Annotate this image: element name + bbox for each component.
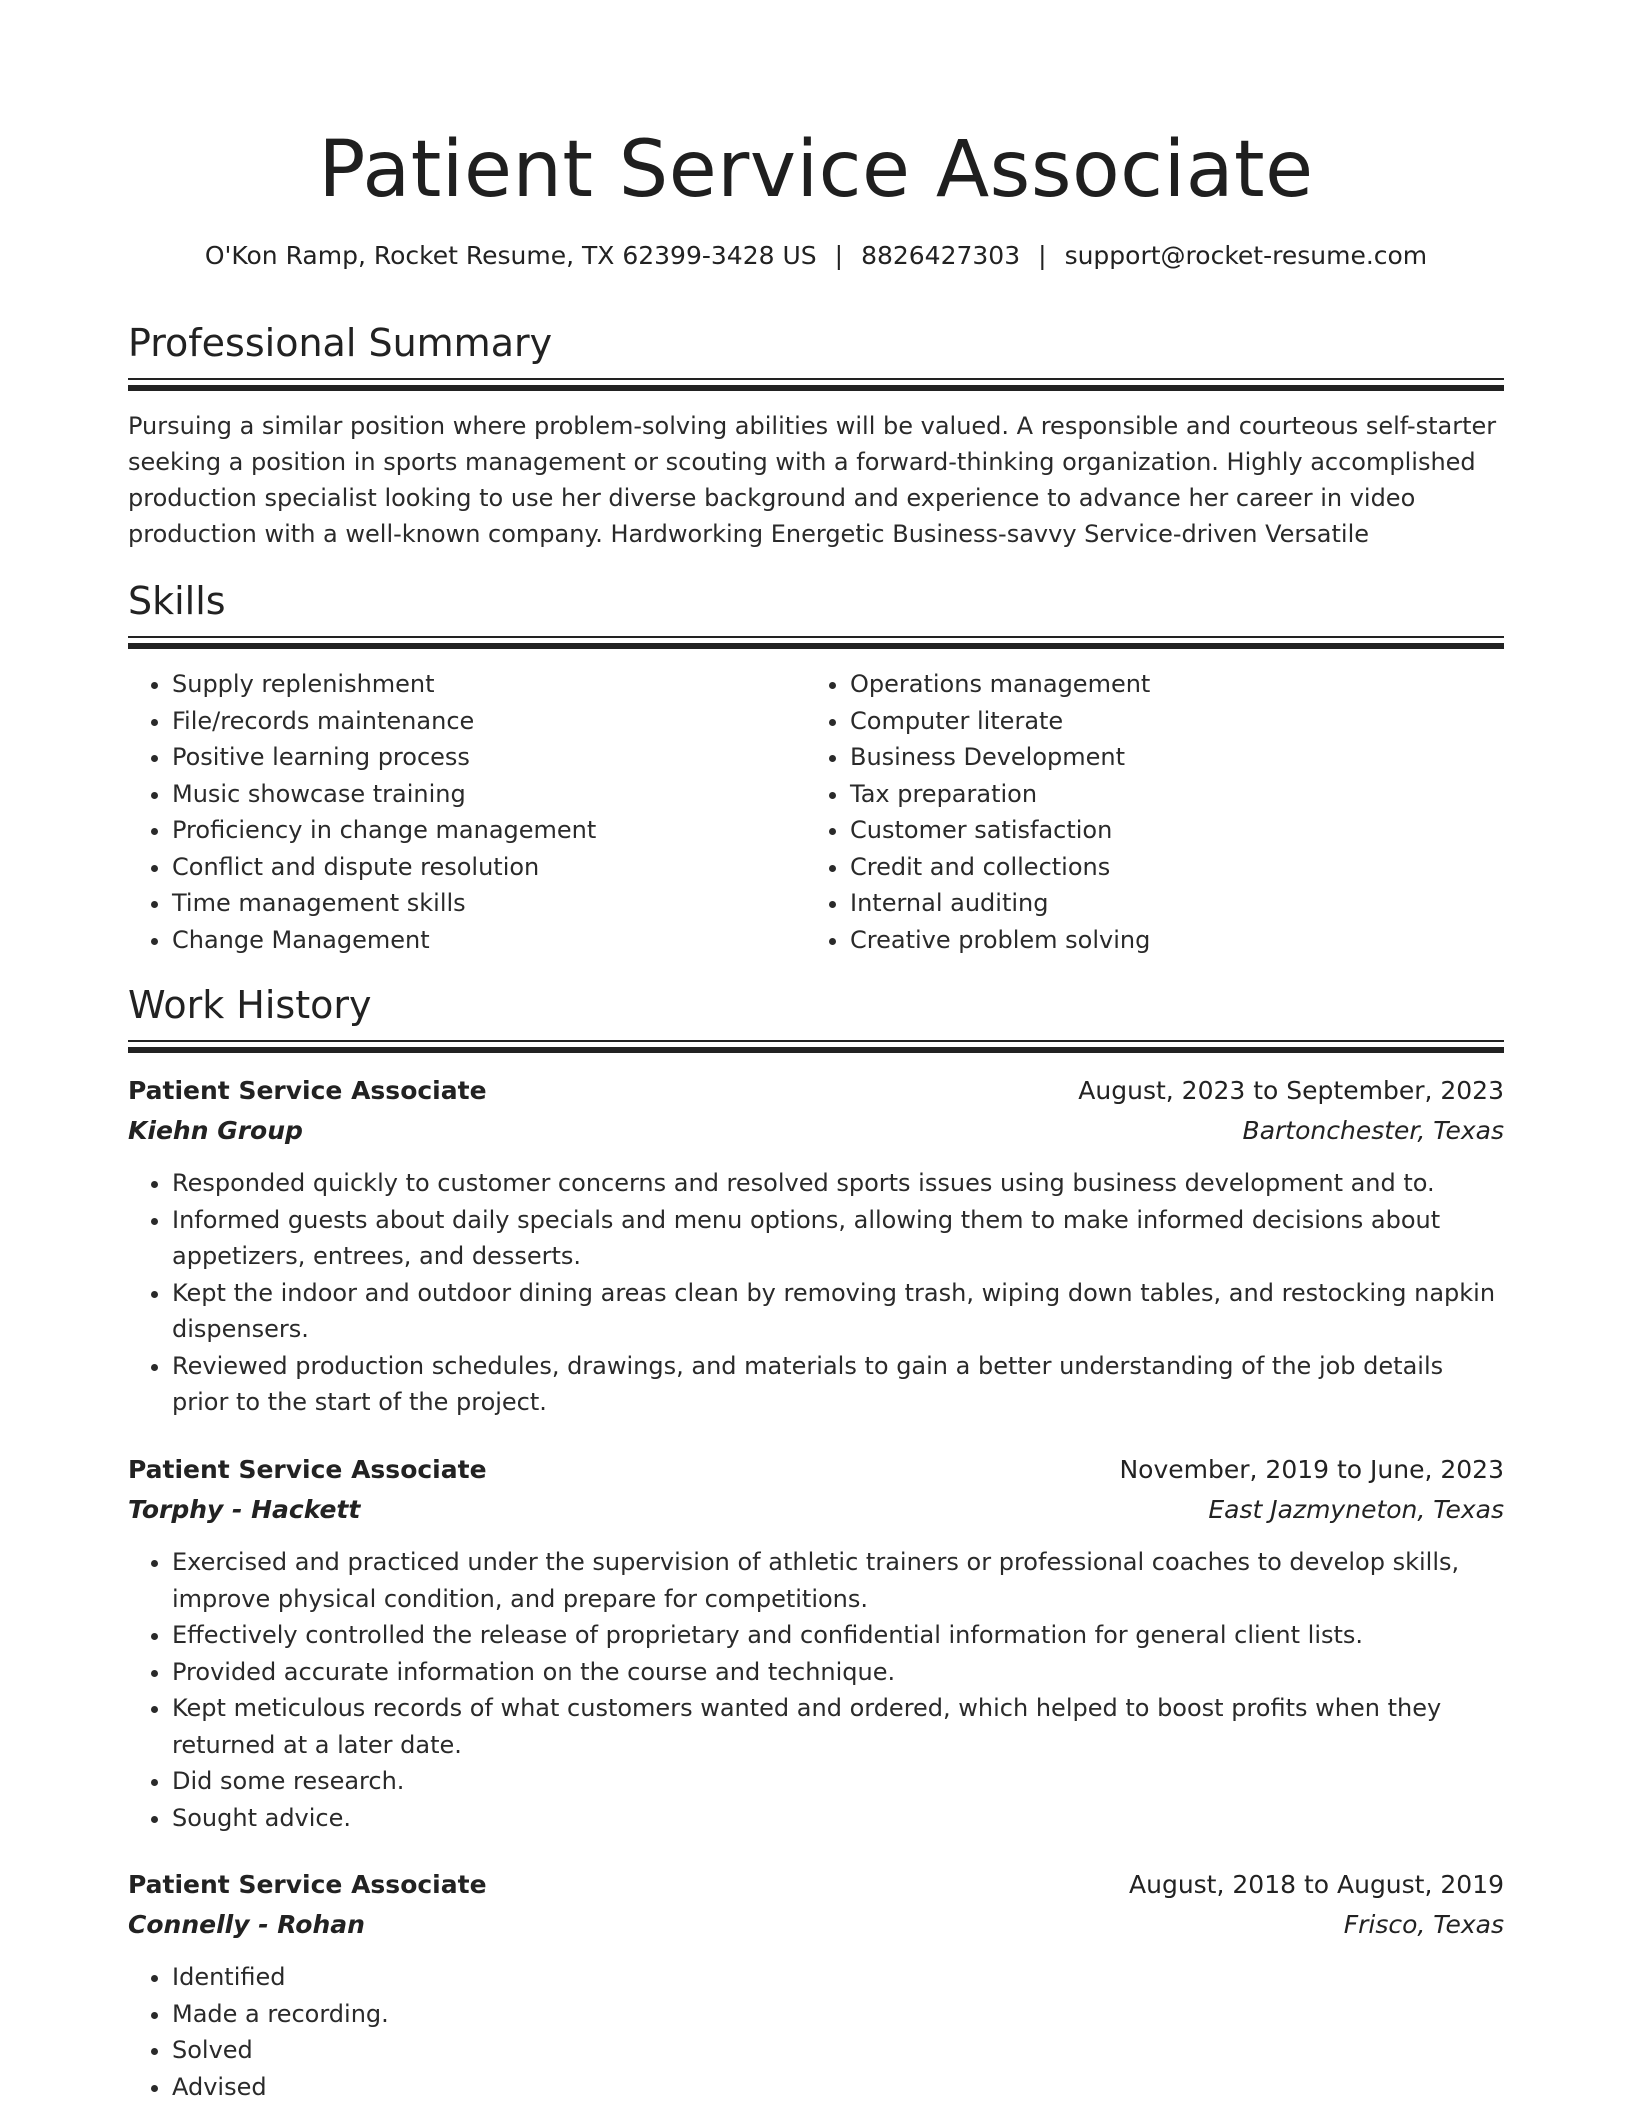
summary-text: Pursuing a similar position where problem-solving abilities will be valued. A responsible and courteous self-starter seeking a position in sports management or scouting with a forward-thinking organization. Highly accomplished production specialist looking to use her diverse background and experience to advance her career in video production with a well-known company. Hardworking Energetic Business-savvy Service-driven Versatile [128, 412, 1497, 548]
job-title: Patient Service Associate [128, 1455, 487, 1484]
summary-section [128, 318, 1504, 552]
section-title-work-history: Work History [128, 983, 372, 1027]
skill-item: • Business Development [850, 739, 1484, 776]
skill-item: • Time management skills [172, 885, 806, 922]
skills-grid [128, 666, 1504, 958]
job-header [128, 1450, 1504, 1490]
job-bullet: • Kept the indoor and outdoor dining areas clean by removing trash, wiping down tables, and restocking napkin dispensers. [172, 1275, 1504, 1348]
job-location: Frisco, Texas [1343, 1910, 1504, 1939]
skills-section [128, 576, 1504, 958]
job-bullets [128, 1544, 1504, 1836]
job-header [128, 1071, 1504, 1111]
contact-line [128, 236, 1504, 276]
skill-item: • Music showcase training [172, 776, 806, 813]
section-divider [128, 636, 1504, 638]
job-bullets [128, 1165, 1504, 1421]
job-entry [128, 1071, 1504, 1421]
skill-item: • Creative problem solving [850, 922, 1484, 959]
skill-item: • Internal auditing [850, 885, 1484, 922]
job-entry [128, 1450, 1504, 1836]
job-company: Kiehn Group [128, 1116, 303, 1145]
skills-column-right [806, 666, 1484, 958]
job-company: Torphy - Hackett [128, 1495, 361, 1524]
skill-item: • Credit and collections [850, 849, 1484, 886]
job-bullet: • Informed guests about daily specials and menu options, allowing them to make informed decisions about appetizers, entrees, and desserts. [172, 1202, 1504, 1275]
job-dates: August, 2018 to August, 2019 [1129, 1870, 1504, 1899]
skill-item: • Operations management [850, 666, 1484, 703]
job-header [128, 1865, 1504, 1905]
job-location: Bartonchester, Texas [1242, 1116, 1504, 1145]
work-history-section [128, 980, 1504, 1042]
job-subheader [128, 1111, 1504, 1151]
section-divider [128, 378, 1504, 380]
job-title: Patient Service Associate [128, 1870, 487, 1899]
job-bullet: • Solved [172, 2032, 1504, 2069]
skill-item: • Proficiency in change management [172, 812, 806, 849]
job-dates: November, 2019 to June, 2023 [1119, 1455, 1504, 1484]
job-bullet: • Kept meticulous records of what customers wanted and ordered, which helped to boost profits when they returned at a later date. [172, 1690, 1504, 1763]
phone: 8826427303 [861, 241, 1021, 270]
candidate-name: Patient Service Associate [318, 125, 1314, 215]
job-subheader [128, 1490, 1504, 1530]
job-bullet: • Exercised and practiced under the supervision of athletic trainers or professional coaches to develop skills, improve physical condition, and prepare for competitions. [172, 1544, 1504, 1617]
job-bullet: • Effectively controlled the release of proprietary and confidential information for general client lists. [172, 1617, 1504, 1654]
separator: | [834, 241, 844, 270]
job-bullet: • Sought advice. [172, 1800, 1504, 1837]
address: O'Kon Ramp, Rocket Resume, TX 62399-3428 US [204, 241, 817, 270]
job-bullet: • Reviewed production schedules, drawings, and materials to gain a better understanding of the job details prior to the start of the project. [172, 1348, 1504, 1421]
skills-column-left [128, 666, 806, 958]
job-company: Connelly - Rohan [128, 1910, 365, 1939]
job-bullets [128, 1959, 1504, 2105]
job-bullet: • Provided accurate information on the course and technique. [172, 1654, 1504, 1691]
skill-item: • Supply replenishment [172, 666, 806, 703]
section-title-skills: Skills [128, 579, 226, 623]
job-subheader [128, 1905, 1504, 1945]
job-title: Patient Service Associate [128, 1076, 487, 1105]
job-bullet: • Responded quickly to customer concerns and resolved sports issues using business development and to. [172, 1165, 1504, 1202]
section-title-summary: Professional Summary [128, 321, 553, 365]
skill-item: • File/records maintenance [172, 703, 806, 740]
skill-item: • Tax preparation [850, 776, 1484, 813]
job-bullet: • Advised [172, 2069, 1504, 2106]
skill-item: • Change Management [172, 922, 806, 959]
job-bullet: • Did some research. [172, 1763, 1504, 1800]
email-link[interactable]: support@rocket-resume.com [1064, 241, 1428, 270]
separator: | [1038, 241, 1047, 270]
skill-item: • Positive learning process [172, 739, 806, 776]
job-location: East Jazmyneton, Texas [1208, 1495, 1504, 1524]
job-bullet: • Identified [172, 1959, 1504, 1996]
job-bullet: • Made a recording. [172, 1996, 1504, 2033]
skill-item: • Customer satisfaction [850, 812, 1484, 849]
skill-item: • Conflict and dispute resolution [172, 849, 806, 886]
section-divider [128, 1040, 1504, 1042]
skill-item: • Computer literate [850, 703, 1484, 740]
job-dates: August, 2023 to September, 2023 [1078, 1076, 1504, 1105]
job-entry [128, 1865, 1504, 2105]
